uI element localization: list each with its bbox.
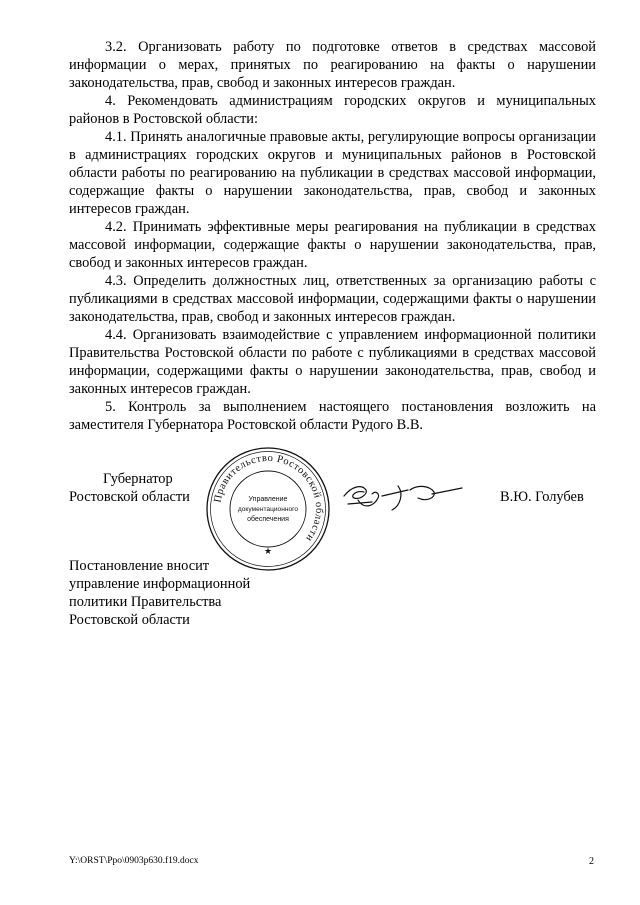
page-number: 2 xyxy=(589,856,594,867)
signatory-title xyxy=(69,470,190,506)
note-line1: Постановление вносит xyxy=(69,558,210,574)
signatory-name: В.Ю. Голубев xyxy=(500,489,584,505)
seal-center-line1: Управление xyxy=(248,496,288,503)
svg-text:★: ★ xyxy=(263,547,273,557)
note-line3: политики Правительства xyxy=(69,594,222,610)
paragraph-4-2: 4.2. Принимать эффективные меры реагирования на публикации в средствах массовой информации, содержащие факты о нарушении законодательства, прав, свобод и законных интересов граждан. xyxy=(69,219,596,271)
body-text xyxy=(69,38,596,434)
paragraph-4: 4. Рекомендовать администрациям городских округов и муниципальных районов в Ростовской области: xyxy=(69,93,596,127)
signatory-title-line1: Губернатор xyxy=(103,471,173,487)
seal-center-line2: документационного xyxy=(237,506,299,513)
seal-center-line3: обеспечения xyxy=(247,516,289,523)
seal-ring-text: Правительство Ростовской области xyxy=(212,452,325,544)
official-seal xyxy=(205,446,331,572)
note-line4: Ростовской области xyxy=(69,612,190,628)
handwritten-signature xyxy=(338,476,468,516)
paragraph-5: 5. Контроль за выполнением настоящего постановления возложить на заместителя Губернатора Ростовской области Рудого В.В. xyxy=(69,399,596,433)
submitting-note xyxy=(69,557,250,629)
note-line2: управление информационной xyxy=(69,576,251,592)
paragraph-4-3: 4.3. Определить должностных лиц, ответственных за организацию работы с публикациями в средствах массовой информации, содержащими факты о нарушении законодательства, прав, свобод и законных интересов граждан. xyxy=(69,273,596,325)
paragraph-4-4: 4.4. Организовать взаимодействие с управлением информационной политики Правительства Ростовской области по работе с публикациями в средствах массовой информации, содержащими факты о нарушении законодательства, прав, свобод и законных интересов граждан. xyxy=(69,327,596,397)
signatory-title-line2: Ростовской области xyxy=(69,489,190,505)
paragraph-4-1: 4.1. Принять аналогичные правовые акты, регулирующие вопросы организации в администрациях городских округов и муниципальных районов в Ростовской области работы по реагированию на публикации в средствах массовой информации, содержащие факты о нарушении законодательства, прав, свобод и законных интересов граждан. xyxy=(69,129,596,217)
paragraph-3-2: 3.2. Организовать работу по подготовке ответов в средствах массовой информации о мерах, принятых по реагированию на факты о нарушении законодательства, прав, свобод и законных интересов граждан. xyxy=(69,39,596,91)
footer-file-path: Y:\ORST\Ppo\0903p630.f19.docx xyxy=(69,856,199,866)
